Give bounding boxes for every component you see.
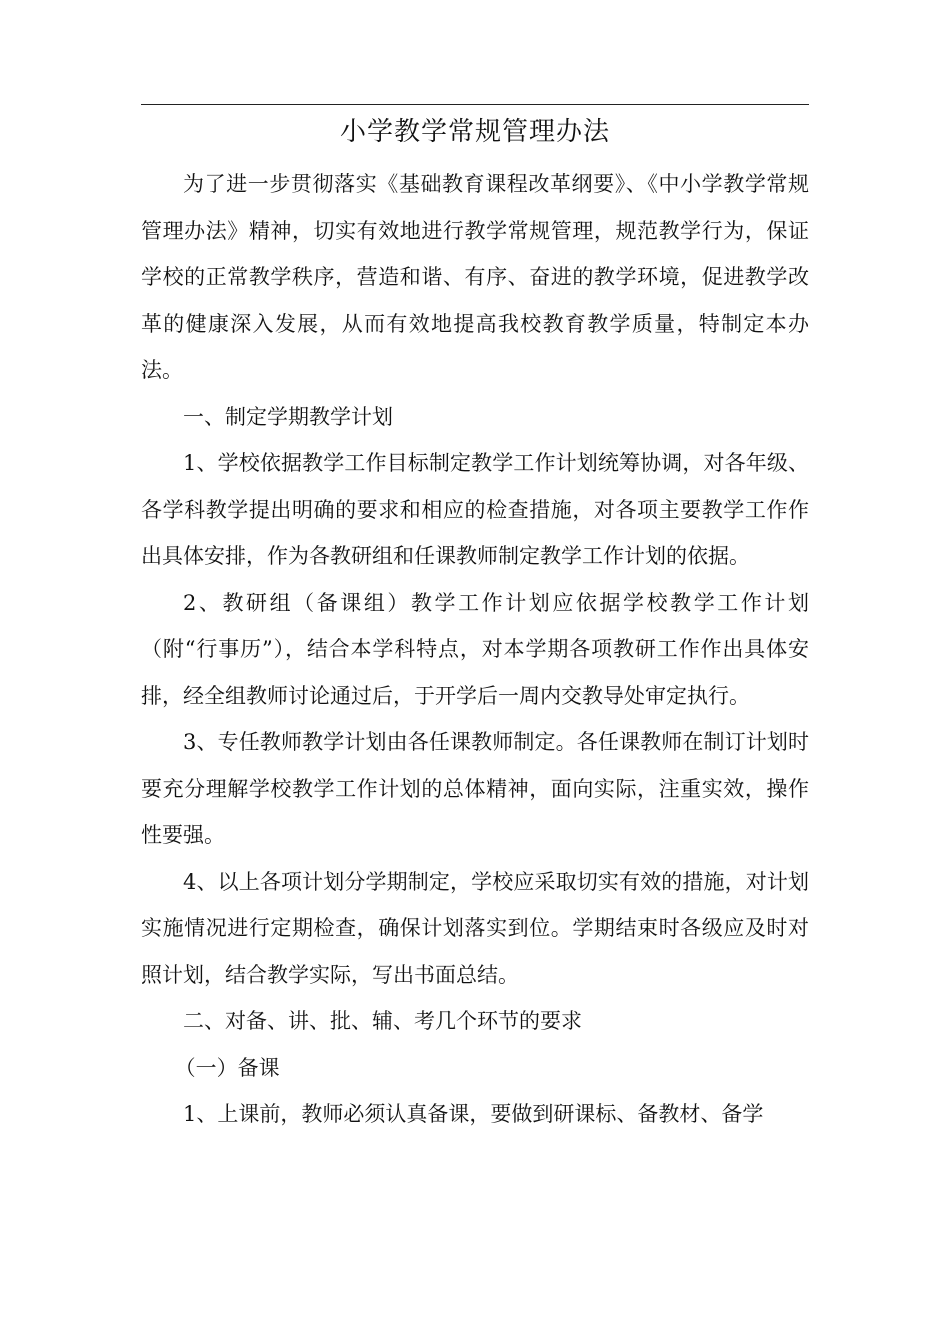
intro-paragraph: 为了进一步贯彻落实《基础教育课程改革纲要》、《中小学教学常规管理办法》精神，切实有效地进行教学常规管理，规范教学行为，保证学校的正常教学秩序，营造和谐、有序、奋进的教学环境，促进教学改革的健康深入发展，从而有效地提高我校教育教学质量，特制定本办法。 bbox=[141, 172, 809, 382]
section-2-item-1: 1、上课前，教师必须认真备课，要做到研课标、备教材、备学 bbox=[183, 1102, 764, 1126]
section-heading-2: 二、对备、讲、批、辅、考几个环节的要求 bbox=[183, 1009, 582, 1033]
section-heading-1: 一、制定学期教学计划 bbox=[183, 404, 393, 429]
section-1-item-1: 1、学校依据教学工作目标制定教学工作计划统筹协调，对各年级、各学科教学提出明确的要求和相应的检查措施，对各项主要教学工作作出具体安排，作为各教研组和任课教师制定教学工作计划的依据。 bbox=[141, 451, 809, 568]
header-rule bbox=[141, 104, 809, 105]
section-1-item-4: 4、以上各项计划分学期制定，学校应采取切实有效的措施，对计划实施情况进行定期检查，确保计划落实到位。学期结束时各级应及时对照计划，结合教学实际，写出书面总结。 bbox=[141, 869, 809, 987]
document-body bbox=[141, 161, 809, 1138]
document-title: 小学教学常规管理办法 bbox=[339, 117, 610, 147]
section-1-item-2: 2、教研组（备课组）教学工作计划应依据学校教学工作计划（附“行事历”），结合本学科特点，对本学期各项教研工作作出具体安排，经全组教师讨论通过后，于开学后一周内交教导处审定执行。 bbox=[141, 590, 809, 708]
section-1-item-3: 3、专任教师教学计划由各任课教师制定。各任课教师在制订计划时要充分理解学校教学工作计划的总体精神，面向实际，注重实效，操作性要强。 bbox=[141, 730, 809, 847]
subsection-heading-preparation: （一）备课 bbox=[174, 1055, 280, 1080]
